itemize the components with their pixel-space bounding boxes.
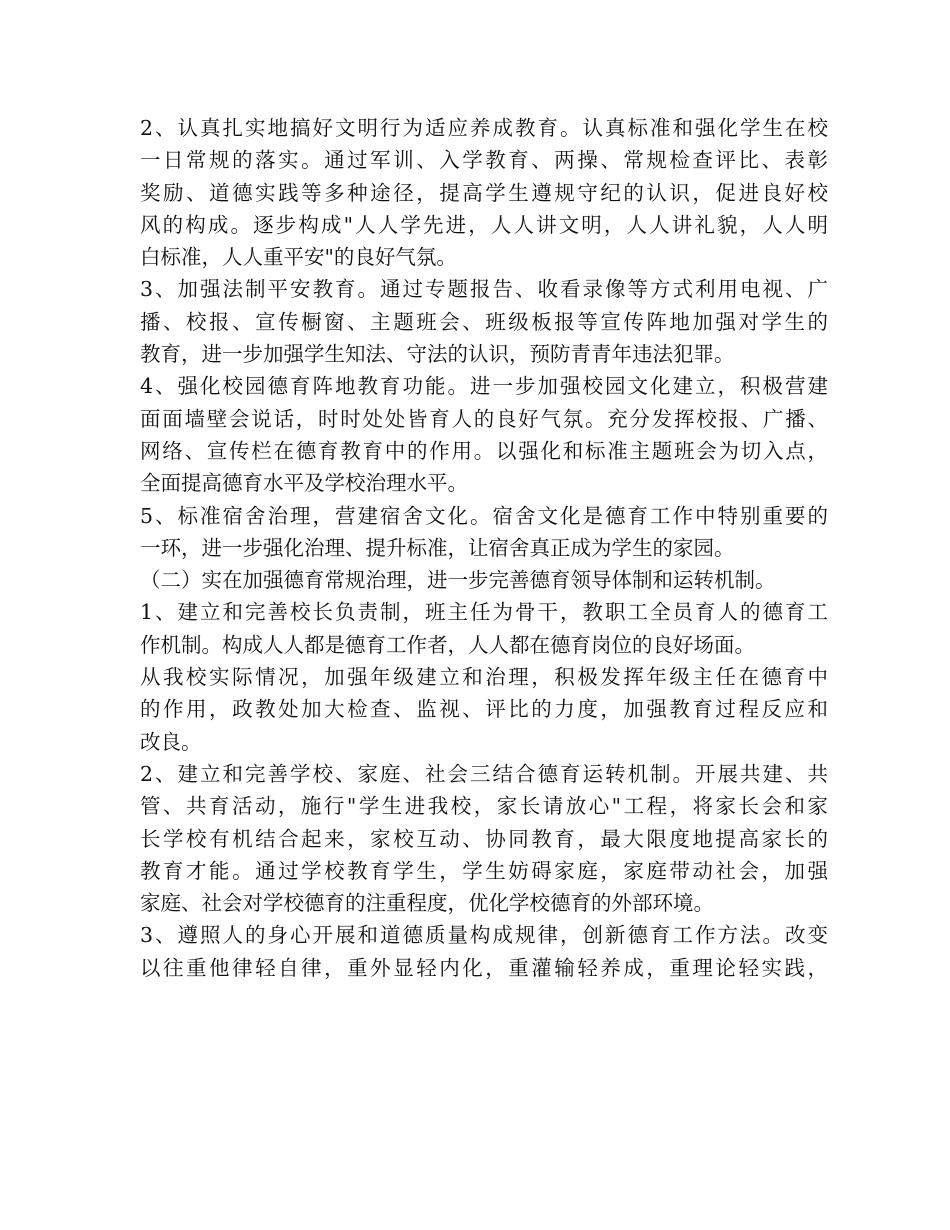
text-line: 奖励、道德实践等多种途径，提高学生遵规守纪的认识，促进良好校 [140,180,828,205]
text-line: 从我校实际情况，加强年级建立和治理，积极发挥年级主任在德育中 [140,665,828,690]
text-line: 作机制。构成人人都是德育工作者，人人都在德育岗位的良好场面。 [140,632,755,657]
text-line: 管、共育活动，施行"学生进我校，家长请放心"工程，将家长会和家 [140,794,828,819]
text-line: 以往重他律轻自律，重外显轻内化，重灌输轻养成，重理论轻实践， [140,955,828,980]
text-line: 1、建立和完善校长负责制，班主任为骨干，教职工全员育人的德育工 [140,600,828,625]
text-line: 长学校有机结合起来，家校互动、协同教育，最大限度地提高家长的 [140,826,828,851]
document-body [140,112,828,984]
text-line: 面面墙壁会说话，时时处处皆育人的良好气氛。充分发挥校报、广播、 [140,406,828,431]
text-line: 全面提高德育水平及学校治理水平。 [140,471,468,496]
text-line: 风的构成。逐步构成"人人学先进，人人讲文明，人人讲礼貌，人人明 [140,212,828,237]
text-line: 教育，进一步加强学生知法、守法的认识，预防青青年违法犯罪。 [140,342,735,367]
text-line: 一日常规的落实。通过军训、入学教育、两操、常规检查评比、表彰 [140,148,828,173]
section-heading: （二）实在加强德育常规治理，进一步完善德育领导体制和运转机制。 [140,568,776,593]
text-line: 3、加强法制平安教育。通过专题报告、收看录像等方式利用电视、广 [140,277,828,302]
text-line: 3、遵照人的身心开展和道德质量构成规律，创新德育工作方法。改变 [140,923,828,948]
text-line: 4、强化校园德育阵地教育功能。进一步加强校园文化建立，积极营建 [140,374,828,399]
text-line: 播、校报、宣传橱窗、主题班会、班级板报等宣传阵地加强对学生的 [140,309,828,334]
text-line: 一环，进一步强化治理、提升标准，让宿舍真正成为学生的家园。 [140,535,735,560]
text-line: 改良。 [140,729,202,754]
text-line: 2、建立和完善学校、家庭、社会三结合德育运转机制。开展共建、共 [140,761,828,786]
text-line: 5、标准宿舍治理，营建宿舍文化。宿舍文化是德育工作中特别重要的 [140,503,828,528]
text-line: 2、认真扎实地搞好文明行为适应养成教育。认真标准和强化学生在校 [140,116,828,140]
text-line: 网络、宣传栏在德育教育中的作用。以强化和标准主题班会为切入点， [140,438,828,463]
text-line: 白标准，人人重平安"的良好气氛。 [140,245,457,270]
text-line: 家庭、社会对学校德育的注重程度，优化学校德育的外部环境。 [140,891,714,916]
text-line: 的作用，政教处加大检查、监视、评比的力度，加强教育过程反应和 [140,697,828,722]
text-line: 教育才能。通过学校教育学生，学生妨碍家庭，家庭带动社会，加强 [140,858,828,883]
